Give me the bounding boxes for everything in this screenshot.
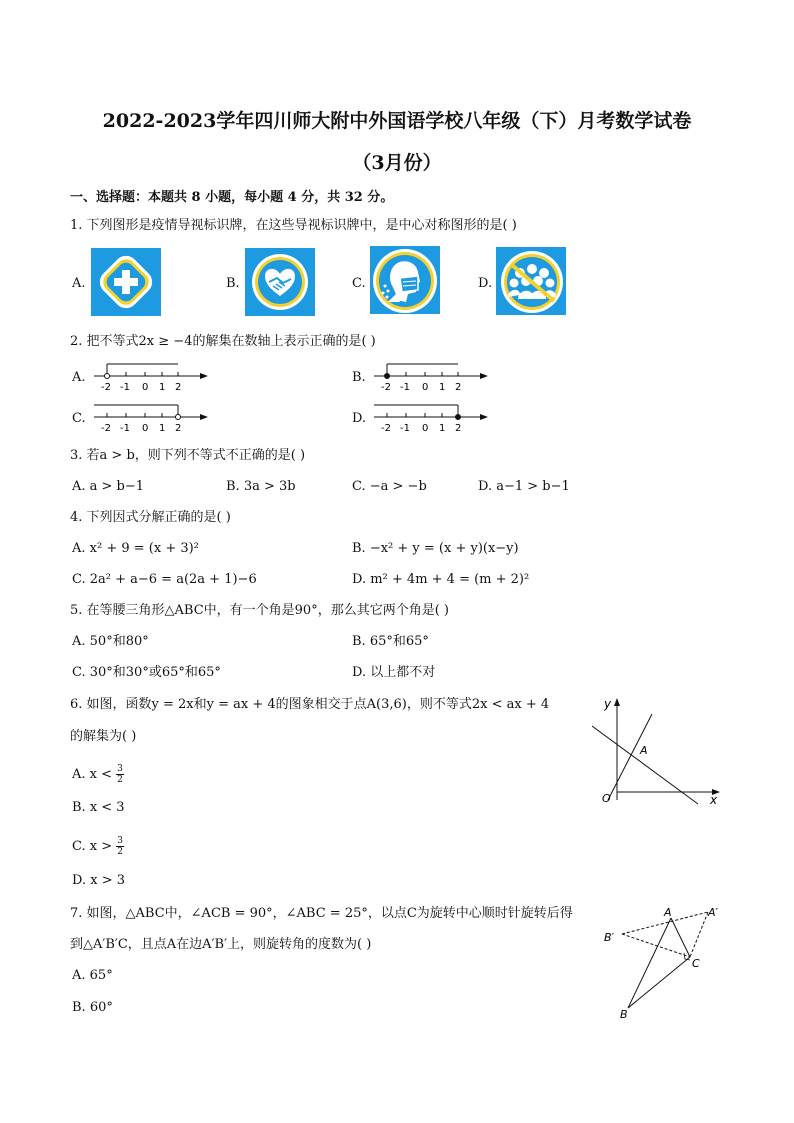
x-axis-label: x: [710, 793, 718, 807]
q5-option-c: C. 30°和30°或65°和65°: [72, 665, 221, 680]
tick-label: 0: [422, 423, 429, 434]
q4-option-a: A. x² + 9 = (x + 3)²: [72, 541, 199, 556]
fraction-denominator: 2: [117, 775, 123, 785]
question-4-stem: 4. 下列因式分解正确的是( ): [70, 510, 231, 525]
exam-subtitle: （3月份）: [352, 152, 442, 174]
tick-label: -2: [381, 382, 391, 393]
q6-option-d: D. x > 3: [72, 873, 125, 888]
q4-option-d: D. m² + 4m + 4 = (m + 2)²: [352, 572, 530, 587]
fraction: [116, 836, 124, 857]
point-a-label: A: [640, 744, 648, 757]
vertex-b-prime-label: B′: [604, 931, 615, 944]
tick-label: 2: [455, 382, 462, 393]
fraction-numerator: 3: [117, 764, 123, 774]
q3-option-c: C. −a > −b: [352, 479, 427, 494]
question-6-stem: 6. 如图，函数y = 2x和y = ax + 4的图象相交于点A(3,6)，则不等式2x < ax + 4: [70, 697, 550, 712]
vertex-b-label: B: [620, 1008, 628, 1021]
q6-option-a: [72, 764, 124, 785]
tick-label: 1: [159, 382, 166, 393]
q6-option-c: [72, 836, 124, 857]
tick-label: -1: [120, 423, 130, 434]
question-7-stem-cont: 到△A′B′C，且点A在边A′B′上，则旋转角的度数为( ): [70, 937, 372, 952]
q4-option-c: C. 2a² + a−6 = a(2a + 1)−6: [72, 572, 257, 587]
question-2-stem: 2. 把不等式2x ≥ −4的解集在数轴上表示正确的是( ): [70, 334, 376, 349]
number-line-c: [88, 399, 213, 439]
tick-label: -2: [381, 423, 391, 434]
tick-label: -2: [101, 423, 111, 434]
origin-label: O: [602, 792, 611, 805]
tick-label: -1: [120, 382, 130, 393]
fraction: [116, 764, 124, 785]
q6-option-c-text: C. x >: [72, 839, 113, 854]
q1-option-c-label: C.: [352, 276, 366, 291]
q3-option-d: D. a−1 > b−1: [478, 479, 570, 494]
tick-label: 1: [439, 382, 446, 393]
q1-option-a-label: A.: [72, 276, 86, 291]
q5-option-a: A. 50°和80°: [72, 634, 149, 649]
q3-option-a: A. a > b−1: [72, 479, 145, 494]
q1-option-d-label: D.: [478, 276, 493, 291]
section-heading: 一、选择题：本题共 8 小题，每小题 4 分，共 32 分。: [70, 190, 394, 205]
fraction-numerator: 3: [117, 836, 123, 846]
tick-label: 2: [175, 382, 182, 393]
q3-option-b: B. 3a > 3b: [226, 479, 296, 494]
fraction-denominator: 2: [117, 847, 123, 857]
q5-option-b: B. 65°和65°: [352, 634, 429, 649]
vertex-a-prime-label: A′: [708, 906, 719, 919]
question-3-stem: 3. 若a > b，则下列不等式不正确的是( ): [70, 448, 306, 463]
tick-label: 0: [422, 382, 429, 393]
q7-option-b: B. 60°: [72, 1000, 113, 1015]
q6-option-a-text: A. x <: [72, 767, 113, 782]
tick-label: 2: [455, 423, 462, 434]
y-axis-label: y: [604, 697, 612, 711]
exam-title: 2022-2023学年四川师大附中外国语学校八年级（下）月考数学试卷: [102, 110, 692, 132]
q2-option-b-label: B.: [352, 370, 366, 385]
face-mask-icon: [370, 246, 440, 314]
q1-option-b-label: B.: [226, 276, 240, 291]
q7-rotation-figure: [600, 900, 730, 1022]
q6-option-b: B. x < 3: [72, 800, 125, 815]
question-1-stem: 1. 下列图形是疫情导视标识牌，在这些导视标识牌中，是中心对称图形的是( ): [70, 218, 517, 233]
q2-option-a-label: A.: [72, 370, 86, 385]
vertex-c-label: C: [692, 957, 700, 970]
q7-option-a: A. 65°: [72, 968, 113, 983]
q6-function-graph: [592, 692, 727, 810]
tick-label: -1: [400, 382, 410, 393]
tick-label: -2: [101, 382, 111, 393]
number-line-a: [88, 358, 213, 398]
tick-label: 1: [159, 423, 166, 434]
handshake-icon: [245, 248, 315, 316]
question-7-stem: 7. 如图，△ABC中，∠ACB = 90°，∠ABC = 25°，以点C为旋转中心顺时针旋转后得: [70, 906, 573, 921]
no-crowd-icon: [496, 247, 566, 315]
tick-label: 0: [142, 423, 149, 434]
number-line-b: [368, 358, 493, 398]
tick-label: 2: [175, 423, 182, 434]
number-line-d: [368, 399, 493, 439]
tick-label: 1: [439, 423, 446, 434]
question-6-stem-cont: 的解集为( ): [70, 729, 137, 744]
q2-option-c-label: C.: [72, 411, 86, 426]
q4-option-b: B. −x² + y = (x + y)(x−y): [352, 541, 519, 556]
q2-option-d-label: D.: [352, 411, 367, 426]
medical-cross-icon: [91, 248, 161, 316]
question-5-stem: 5. 在等腰三角形△ABC中，有一个角是90°，那么其它两个角是( ): [70, 603, 449, 618]
vertex-a-label: A: [664, 906, 672, 919]
tick-label: 0: [142, 382, 149, 393]
q5-option-d: D. 以上都不对: [352, 665, 436, 680]
tick-label: -1: [400, 423, 410, 434]
